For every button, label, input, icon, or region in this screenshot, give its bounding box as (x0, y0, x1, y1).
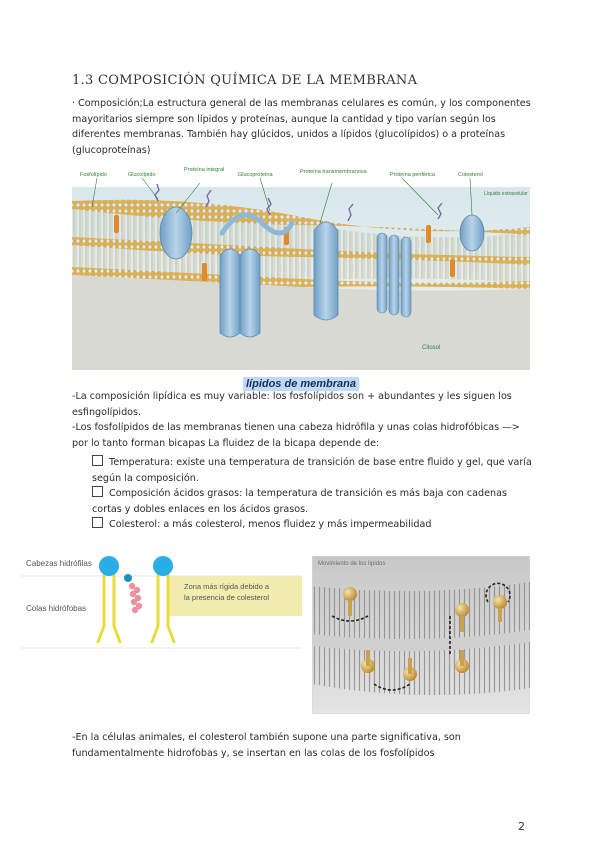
membrane-structure-figure (72, 163, 530, 370)
checkbox-colesterol[interactable] (92, 517, 103, 528)
label-zona-rigida-line2: la presencia de colesterol (184, 593, 270, 602)
checklist-item-acidos-grasos (92, 486, 532, 517)
label-proteina-transmembranosa: Proteína transmembranosa (300, 169, 367, 175)
label-zona-rigida-line1: Zona más rígida debido a (184, 582, 270, 591)
checklist-text: Temperatura: existe una temperatura de transición de base entre fluido y gel, que varía según la composición. (92, 457, 532, 484)
checklist-item-temperatura (92, 455, 532, 486)
label-colesterol: Colesterol (458, 172, 483, 178)
label-glucolipido: Glucolípido (128, 172, 156, 178)
label-proteina-integral: Proteína integral (184, 167, 225, 173)
label-proteina-periferica: Proteína periférica (390, 172, 435, 178)
label-liquido-extracelular: Líquido extracelular (484, 191, 528, 197)
lipid-movement-figure (312, 556, 530, 714)
label-glucoproteina: Glucoproteína (238, 172, 273, 178)
checkbox-temperatura[interactable] (92, 455, 103, 466)
label-fosfolipido: Fosfolípido (80, 172, 107, 178)
label-movimiento-lipidos: Movimiento de los lípidos (318, 561, 386, 567)
intro-paragraph: · Composición;La estructura general de las membranas celulares es común, y los componentes mayoritarios siempre son lípidos y proteínas, aunque la cantidad y tipo varían según los diferentes membranas. También hay glúcidos, unidos a lípidos (glucolípidos) o a proteínas (glucoproteínas) (72, 98, 531, 156)
phospholipid-paragraph: -Los fosfolípidos de las membranas tienen una cabeza hidrófila y unas colas hidrofóbicas —> por lo tanto forman bicapas La fluidez de la bicapa depende de: (72, 422, 520, 449)
label-colas-hidrofobas: Colas hidrófobas (26, 604, 87, 613)
checklist-item-colesterol (92, 517, 532, 533)
figure1-caption: lípidos de membrana (243, 377, 359, 391)
section-title: 1.3 COMPOSICIÓN QUÍMICA DE LA MEMBRANA (72, 73, 418, 88)
checkbox-acidos-grasos[interactable] (92, 486, 103, 497)
lipid-composition-paragraph: -La composición lipídica es muy variable: los fosfolípidos son + abundantes y les siguen los esfingolípidos. (72, 391, 512, 418)
label-citosol: Citosol (422, 345, 441, 351)
cholesterol-paragraph: -En la células animales, el colesterol también supone una parte significativa, son fundamentalmente hidrofobas y, se insertan en las colas de los fosfolípidos (72, 732, 461, 759)
page-number: 2 (518, 820, 525, 833)
label-cabezas-hidrofilas: Cabezas hidrófilas (26, 559, 92, 568)
cholesterol-bilayer-figure (20, 548, 302, 658)
checklist-text: Composición ácidos grasos: la temperatura de transición es más baja con cadenas cortas y dobles enlaces en los ácidos grasos. (92, 488, 507, 515)
checklist-text: Colesterol: a más colesterol, menos fluidez y más impermeabilidad (109, 519, 432, 530)
